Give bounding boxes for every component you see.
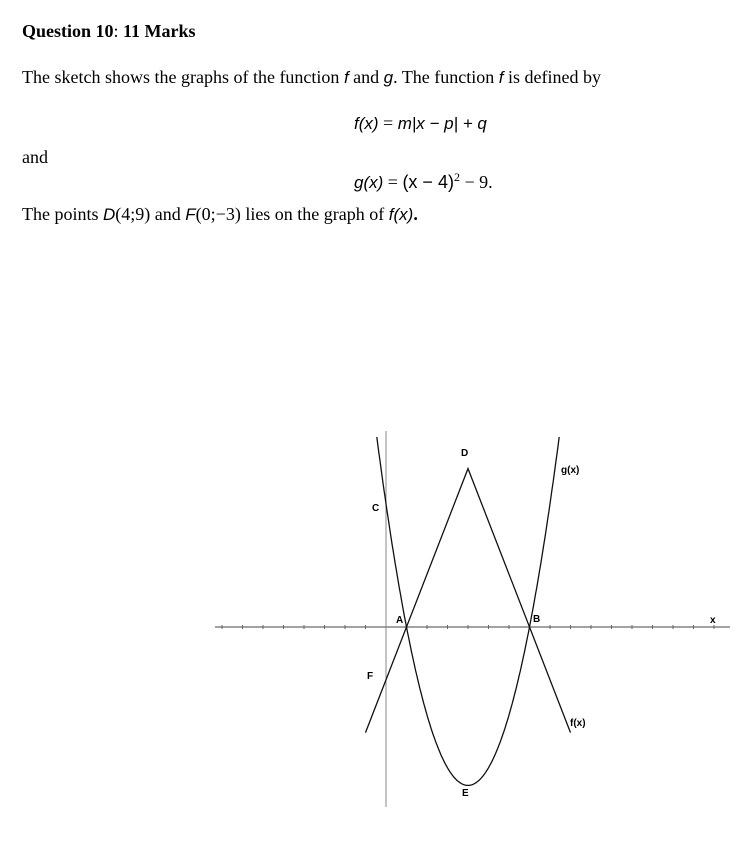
point-e-label: E: [462, 788, 469, 799]
point-d-name: D: [103, 205, 116, 224]
formula-f-rhs: m|x − p| + q: [397, 114, 487, 133]
points-text-4: .: [413, 204, 418, 224]
formula-f-lhs: f(x): [354, 114, 379, 133]
point-f-coords: (0;−3): [195, 204, 241, 224]
intro-text-3: . The function: [393, 67, 499, 87]
formula-g-eq: =: [383, 172, 403, 192]
point-c-label: C: [372, 503, 380, 514]
formula-g-exponent: 2: [453, 170, 460, 184]
symbol-f-2: f: [498, 68, 504, 87]
point-a-label: A: [396, 615, 404, 626]
g-curve-label: g(x): [561, 465, 580, 476]
question-marks: 11 Marks: [123, 21, 196, 41]
points-text-1: The points: [22, 204, 103, 224]
points-text-3: lies on the graph of: [240, 204, 389, 224]
point-f-name: F: [185, 205, 196, 224]
formula-g-base: (x − 4): [402, 172, 454, 192]
heading-separator: :: [113, 21, 119, 41]
intro-text-4: is defined by: [503, 67, 602, 87]
x-axis-label: x: [710, 615, 716, 626]
points-text-2: and: [150, 204, 186, 224]
point-d-coords: (4;9): [115, 204, 151, 224]
formula-g-tail: − 9.: [459, 172, 493, 192]
f-curve-label: f(x): [570, 718, 586, 729]
formula-g-lhs: g(x): [354, 173, 384, 192]
question-number: Question 10: [22, 21, 114, 41]
fx-label: f(x): [388, 205, 414, 224]
symbol-f: f: [343, 68, 349, 87]
intro-text-1: The sketch shows the graphs of the function: [22, 67, 344, 87]
point-f-label: F: [367, 671, 374, 682]
symbol-g: g: [383, 68, 394, 87]
and-text: and: [22, 147, 48, 167]
formula-f-eq: =: [378, 113, 398, 133]
point-d-label: D: [461, 448, 469, 459]
g-graph-parabola: [377, 437, 559, 786]
point-b-label: B: [533, 614, 541, 625]
f-graph-line: [366, 469, 571, 733]
intro-text-2: and: [348, 67, 384, 87]
